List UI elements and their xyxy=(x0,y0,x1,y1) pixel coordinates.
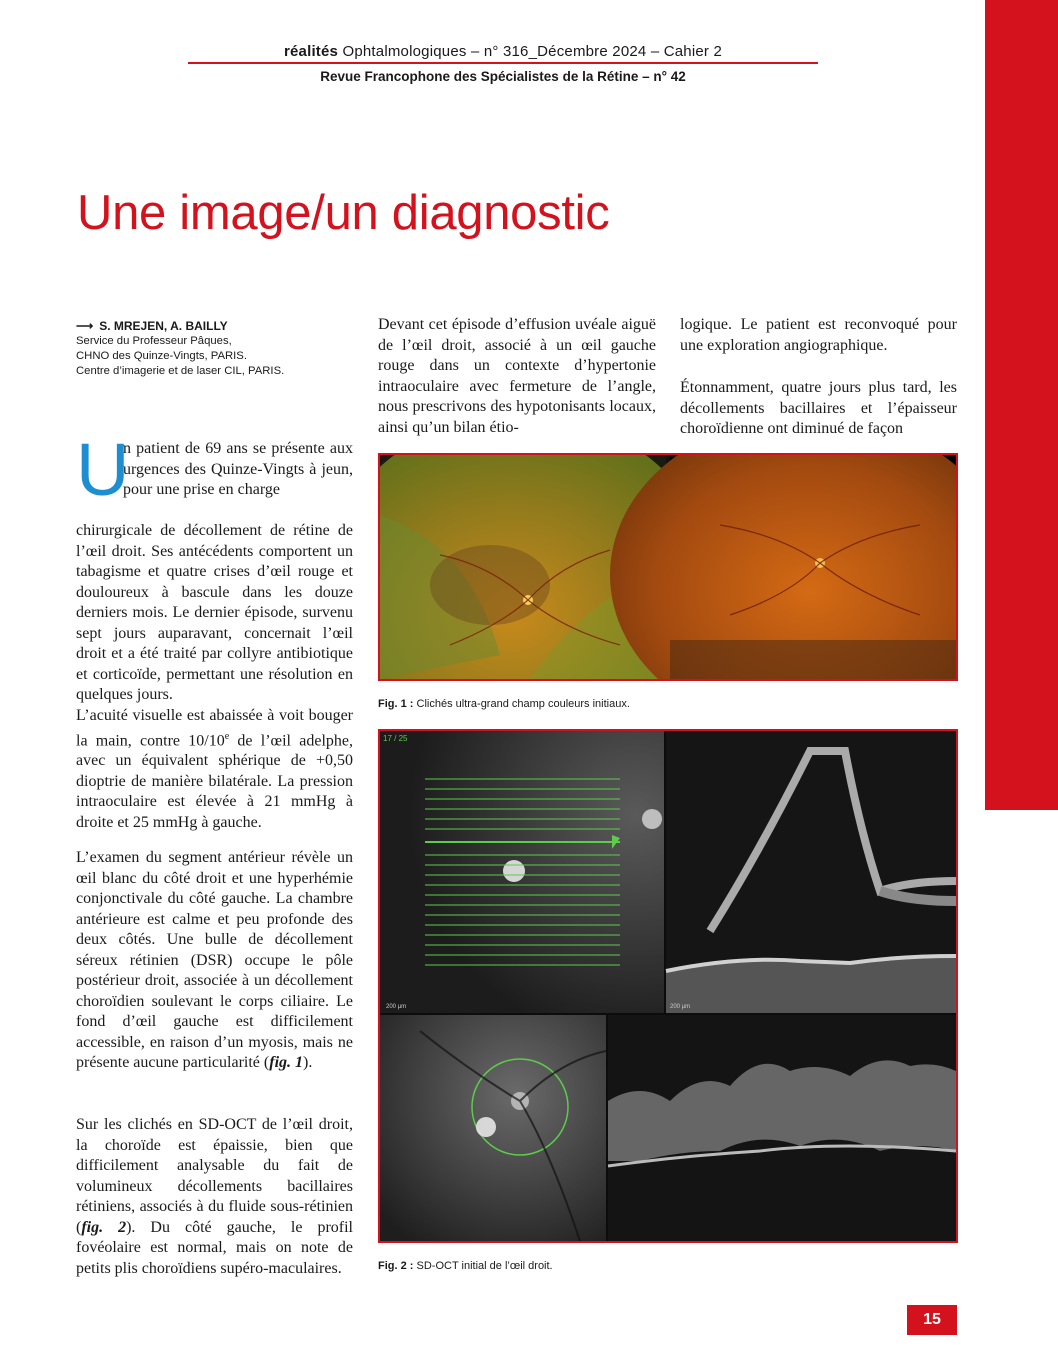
affiliations: Service du Professeur Pâques, CHNO des Quinze-Vingts, PARIS. Centre d’imagerie et de laser CIL, PARIS. xyxy=(76,335,285,377)
paragraph-2: L’acuité visuelle est abaissée à voit bouger la main, contre 10/10e de l’œil adelphe, avec un équivalent sphérique de +0,50 dioptrie de manière bilatérale. La pression intraoculaire est élevée à 21 mmHg à droite et 25 mmHg à gauche. xyxy=(76,707,353,831)
figure-1 xyxy=(378,453,958,681)
paragraph-4: Sur les clichés en SD-OCT de l’œil droit, la choroïde est épaissie, bien que difficilement analysable du fait de volumineux décollements bacillaires rétiniens, associés à du fluide sous-rétinien (fig. 2). Du côté gauche, le profil fovéolaire est normal, mais on note de petits plis choroïdiens supéro-maculaires. xyxy=(76,1116,353,1277)
oct-counter: 17 / 25 xyxy=(383,734,408,743)
arrow-icon: ⟶ xyxy=(76,319,94,333)
svg-text:200 µm: 200 µm xyxy=(670,1004,691,1010)
side-accent-bar xyxy=(985,0,1058,810)
journal-header: réalités Ophtalmologiques – n° 316_Décembre 2024 – Cahier 2 xyxy=(283,43,723,60)
column-2-text: Devant cet épisode d’effusion uvéale aiguë de l’œil droit, associé à un œil gauche rouge dans un contexte d’hypertonie intraoculaire avec fermeture de l’angle, nous prescrivons des hypotonisants locaux, ainsi qu’un bilan étio- xyxy=(378,316,656,436)
fundus-photos xyxy=(380,455,956,679)
figure-2-caption: Fig. 2 : SD-OCT initial de l’œil droit. xyxy=(378,1260,553,1272)
journal-subtitle: Revue Francophone des Spécialistes de la Rétine – n° 42 xyxy=(320,69,686,84)
column-3-text-b: Étonnamment, quatre jours plus tard, les décollements bacillaires et l’épaisseur choroïdienne ont diminué de façon xyxy=(680,379,957,437)
article-title: Une image/un diagnostic xyxy=(77,186,610,240)
drop-cap: U xyxy=(76,428,130,511)
paragraph-1-start: n patient de 69 ans se présente aux urgences des Quinze-Vingts à jeun, pour une prise en charge xyxy=(123,440,353,498)
column-3-text-a: logique. Le patient est reconvoqué pour une exploration angiographique. xyxy=(680,316,957,354)
svg-text:200 µm: 200 µm xyxy=(386,1004,407,1010)
paragraph-3: L’examen du segment antérieur révèle un œil blanc du côté droit et une hyperhémie conjonctivale du côté gauche. La chambre antérieure est calme et peu profonde des deux côtés. Une bulle de décollement séreux rétinien (DSR) occupe le pôle postérieur droit, associée à un décollement choroïdien soulevant le corps ciliaire. Le fond d’œil gauche est difficilement accessible, en raison d’un myosis, mais ne présente aucune particularité (fig. 1). xyxy=(76,849,353,1071)
paragraph-1: chirurgicale de décollement de rétine de l’œil droit. Ses antécédents comportent un tabagisme et quatre crises d’œil rouge et douloureux à bascule dans les douze derniers mois. Le dernier épisode, survenu sept jours auparavant, concernait l’œil droit et a été traité par collyre antibiotique et corticoïde, permettant une résolution en quelques jours. xyxy=(76,522,353,703)
figure-2 xyxy=(378,729,958,1243)
page-number: 15 xyxy=(907,1305,957,1335)
header-rule xyxy=(188,62,818,64)
authors: ⟶ S. MREJEN, A. BAILLY xyxy=(76,319,228,333)
oct-images xyxy=(380,731,956,1241)
figure-1-caption: Fig. 1 : Clichés ultra-grand champ couleurs initiaux. xyxy=(378,698,630,710)
